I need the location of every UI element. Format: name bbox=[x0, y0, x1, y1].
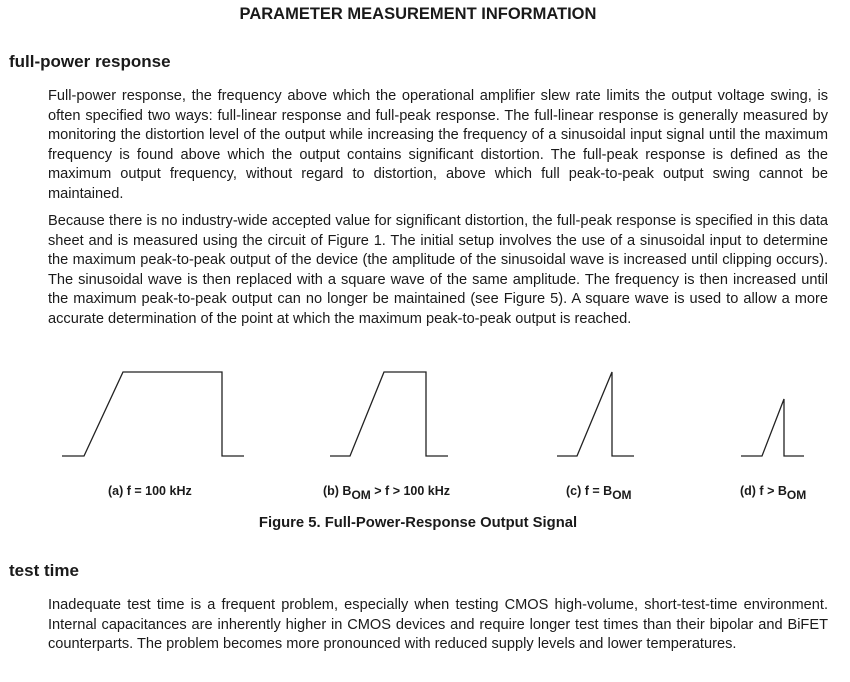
waveform-b bbox=[330, 372, 448, 456]
full-power-response-waveforms bbox=[0, 362, 850, 472]
section-heading-full-power-response: full-power response bbox=[9, 52, 171, 71]
figure-label-a: (a) f = 100 kHz bbox=[108, 484, 192, 498]
waveform-c bbox=[557, 372, 634, 456]
waveform-a bbox=[62, 372, 244, 456]
figure-label-d: (d) $f > B_{OM}$ bbox=[740, 484, 807, 502]
figure-caption: Figure 5. Full-Power-Response Output Signal bbox=[258, 515, 578, 531]
figure-label-b: (b) $B_{OM} > f > 100$ kHz bbox=[323, 484, 451, 502]
paragraph-full-power-response-1: Full-power response, the frequency above which the operational amplifier slew rate limits the output voltage swing, is often specified two ways: full-linear response and full-peak response. The full-linear response is generally measured by monitoring the distortion level of the output while increasing the frequency of a sinusoidal input signal until the maximum frequency is found above which the output contains significant distortion. The full-peak response is defined as the maximum output frequency, without regard to distortion, above which full peak-to-peak output swing cannot be maintained. bbox=[48, 88, 828, 202]
paragraph-full-power-response-2: Because there is no industry-wide accepted value for significant distortion, the full-peak response is specified in this data sheet and is measured using the circuit of Figure 1. The initial setup involves the use of a sinusoidal input to determine the maximum peak-to-peak output of the device (the amplitude of the sinusoidal wave is increased until clipping occurs). The sinusoidal wave is then replaced with a square wave of the same amplitude. The frequency is then increased until the maximum peak-to-peak output can no longer be maintained (see Figure 5). A square wave is used to allow a more accurate determination of the point at which the maximum peak-to-peak output is reached. bbox=[48, 213, 828, 327]
section-heading-test-time: test time bbox=[9, 561, 79, 580]
paragraph-test-time: Inadequate test time is a frequent problem, especially when testing CMOS high-volume, short-test-time environment. Internal capacitances are inherently higher in CMOS devices and require longer test times than their bipolar and BiFET counterparts. The problem becomes more pronounced with reduced supply levels and lower temperatures. bbox=[48, 597, 828, 653]
page-title: PARAMETER MEASUREMENT INFORMATION bbox=[239, 5, 597, 23]
figure-label-c: (c) $f = B_{OM}$ bbox=[566, 484, 632, 502]
waveform-d bbox=[741, 399, 804, 456]
